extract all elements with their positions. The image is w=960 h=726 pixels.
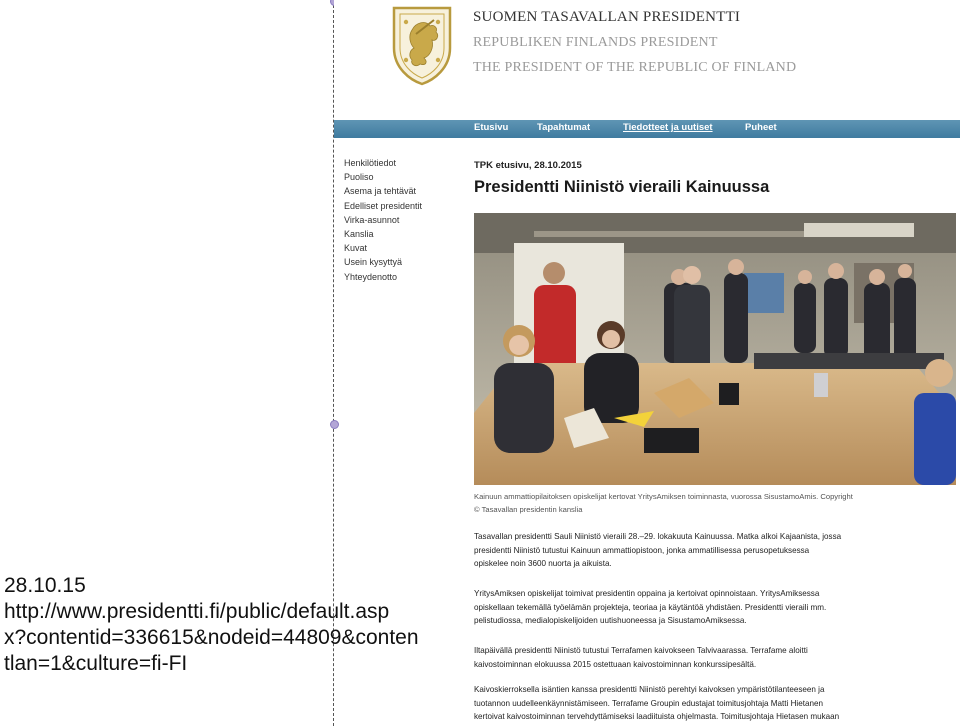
paragraph-line: YritysAmiksen opiskelijat toimivat presidentin oppaina ja kertoivat opinnoistaan. YritysAmiksessa — [474, 589, 820, 598]
article-title: Presidentti Niinistö vieraili Kainuussa — [474, 178, 770, 196]
breadcrumb: TPK etusivu, 28.10.2015 — [474, 160, 582, 171]
site-header — [334, 0, 960, 120]
sidebar-item-virka-asunnot[interactable]: Virka-asunnot — [344, 214, 400, 225]
photo-caption-line-1: Kainuun ammattiopilaitoksen opiskelijat kertovat YritysAmiksen toiminnasta, vuorossa SisustamoAmis. Copyright — [474, 492, 853, 501]
paragraph-line: Kaivoskierroksella isäntien kanssa presidentti Niinistö perehtyi kaivoksen ympäristötilanteeseen ja — [474, 685, 825, 694]
paragraph-line: presidentti Niinistö tutustui Kainuun ammattiopistoon, jonka ammatillisessa perusopetuksessa — [474, 545, 810, 555]
nav-item-puheet[interactable]: Puheet — [745, 122, 777, 133]
article-paragraph-3 — [474, 644, 958, 671]
paragraph-line: opiskelee noin 3600 nuorta ja aikuista. — [474, 559, 612, 569]
article-paragraph-1 — [474, 530, 958, 571]
photo-caption-line-2: © Tasavallan presidentin kanslia — [474, 505, 583, 514]
main-nav — [334, 120, 960, 138]
sidebar-nav — [344, 156, 454, 284]
note-date: 28.10.15 — [4, 574, 86, 597]
sidebar-item-edelliset[interactable]: Edelliset presidentit — [344, 200, 423, 211]
article-paragraph-4 — [474, 683, 958, 724]
sidebar-item-puoliso[interactable]: Puoliso — [344, 172, 374, 183]
paragraph-line: Iltapäivällä presidentti Niinistö tutustui Terrafamen kaivokseen Talvivaarassa. Terrafame aloitti — [474, 646, 808, 655]
note-url-line-2: x?contentid=336615&nodeid=44809&conten — [4, 626, 419, 649]
paragraph-line: opiskellaan tekemällä työelämän projekteja, teoriaa ja käytäntöä yhdistäen. Presidentti vieraili mm. — [474, 602, 827, 612]
photo-caption — [474, 490, 958, 516]
paragraph-line: kaivostoiminnan elokuussa 2015 ostettuaan kaivostoiminnan konkurssipesältä. — [474, 659, 757, 669]
nav-item-tiedotteet[interactable]: Tiedotteet ja uutiset — [623, 122, 713, 133]
nav-item-tapahtumat[interactable]: Tapahtumat — [537, 122, 591, 133]
paragraph-line: pelistudiossa, medialopiskelijoiden uutishuoneessa ja SisustamoAmiksessa. — [474, 616, 747, 626]
web-page-screenshot — [334, 0, 960, 726]
note-url-line-3: tlan=1&culture=fi-FI — [4, 652, 188, 675]
paragraph-line: Tasavallan presidentti Sauli Niinistö vieraili 28.–29. lokakuuta Kainuussa. Matka alkoi Kajaanista, jossa — [474, 532, 842, 541]
article-header — [474, 160, 960, 197]
article-paragraph-2 — [474, 587, 958, 628]
sidebar-item-yhteydenotto[interactable]: Yhteydenotto — [344, 271, 398, 282]
article-photo — [474, 213, 956, 485]
sidebar-item-faq[interactable]: Usein kysyttyä — [344, 257, 403, 268]
org-name-finnish: SUOMEN TASAVALLAN PRESIDENTTI — [473, 9, 741, 25]
org-name-english: THE PRESIDENT OF THE REPUBLIC OF FINLAND — [473, 60, 797, 75]
sidebar-item-kuvat[interactable]: Kuvat — [344, 243, 368, 254]
coat-of-arms-icon — [390, 4, 454, 86]
sidebar-item-asema[interactable]: Asema ja tehtävät — [344, 186, 417, 197]
sidebar-item-kanslia[interactable]: Kanslia — [344, 229, 374, 240]
note-url-line-1: http://www.presidentti.fi/public/default.asp — [4, 600, 390, 623]
org-name-swedish: REPUBLIKEN FINLANDS PRESIDENT — [473, 35, 718, 50]
paragraph-line: tuotannon uudelleenkäynnistämiseen. Terrafame Groupin edustajat toimitusjohtaja Matti Hietanen — [474, 698, 823, 708]
sidebar-item-henkilotiedot[interactable]: Henkilötiedot — [344, 158, 397, 168]
nav-item-etusivu[interactable]: Etusivu — [474, 122, 509, 133]
paragraph-line: kertoivat kaivostoiminnan tervehdyttämiseksi laadiituista ohjelmasta. Toimitusjohtaja Hietasen mukaan — [474, 712, 840, 722]
